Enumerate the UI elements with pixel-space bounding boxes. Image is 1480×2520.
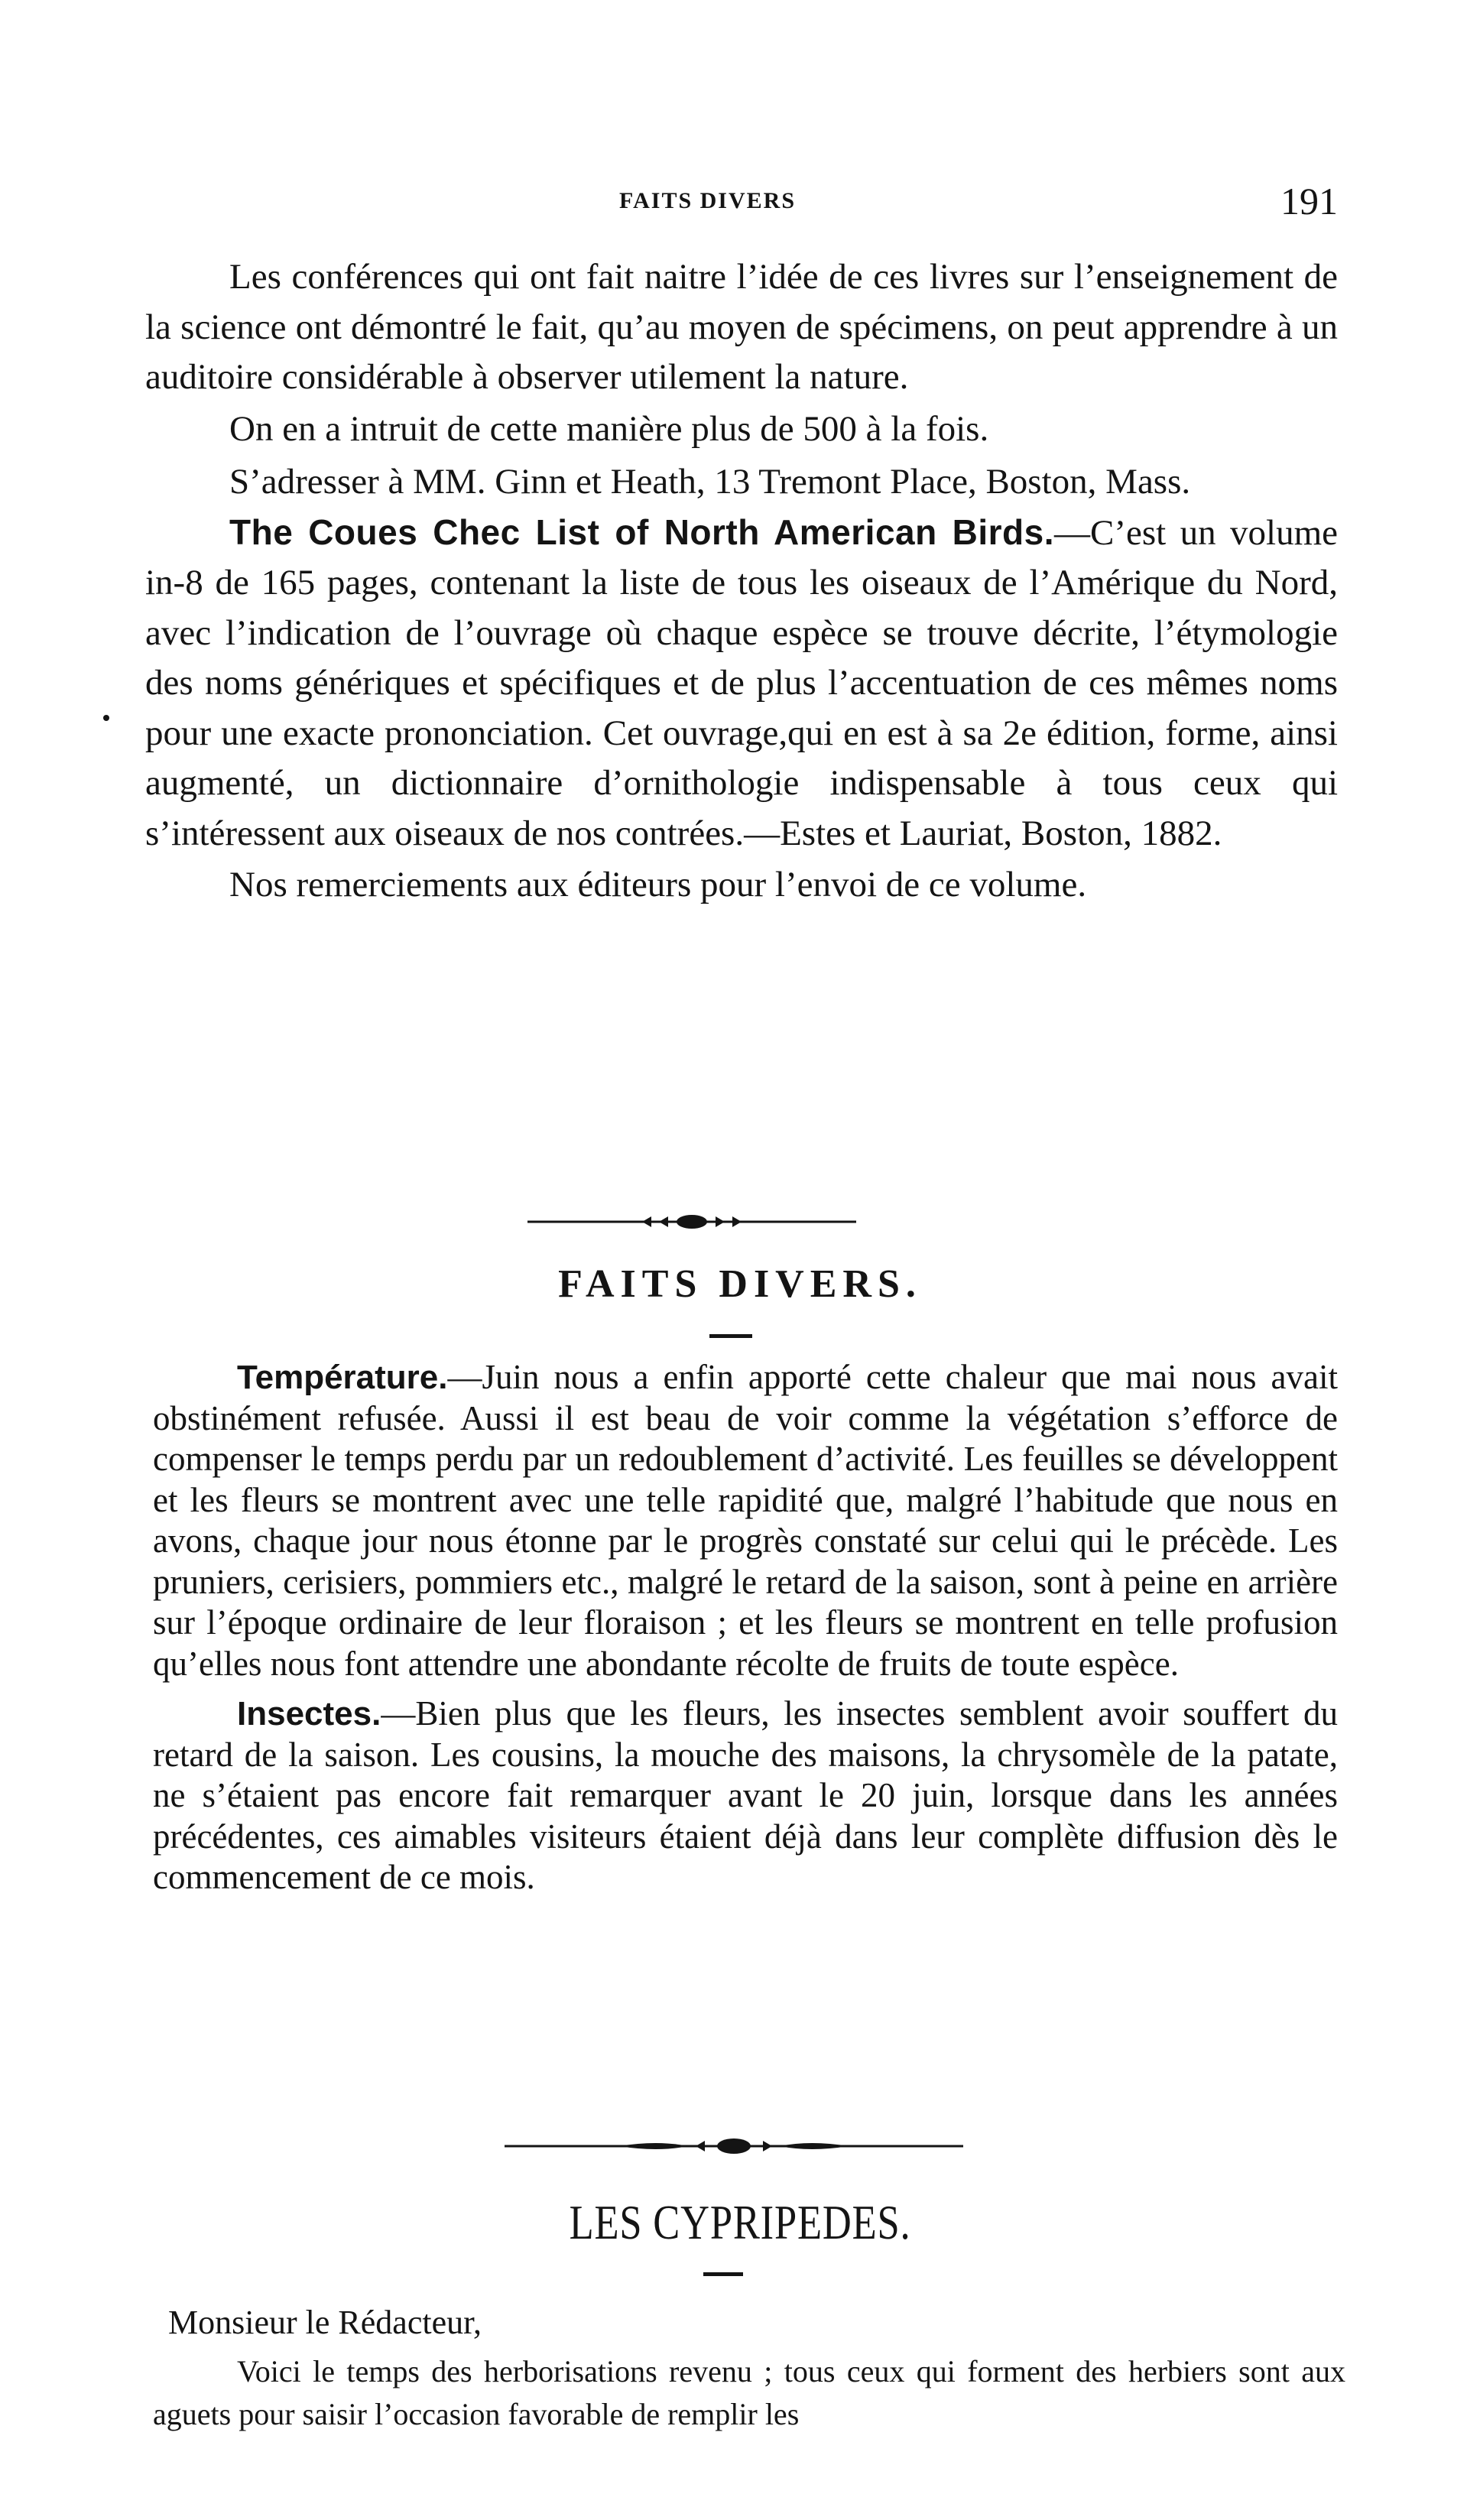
page-number: 191 bbox=[1280, 180, 1338, 222]
section-heading-cypripedes: LES CYPRIPEDES. bbox=[569, 2195, 911, 2249]
paragraph-temperature bbox=[153, 1357, 1338, 1684]
paragraph-conferences: Les conférences qui ont fait naitre l’idée de ces livres sur l’enseignement de la science ont démontré le fait, qu’au moyen de spécimens, on peut apprendre à un auditoire considérable à observer utilement la nature. bbox=[145, 257, 1338, 397]
coues-text: —C’est un volume in-8 de 165 pages, contenant la liste de tous les oiseaux de l’Amérique du Nord, avec l’indication de l’ouvrage où chaque espèce se trouve décrite, l’étymologie des noms génériques et spécifiques et de plus l’accentuation de ces mêmes noms pour une exacte prononciation. Cet ouvrage,qui en est à sa 2e édition, forme, ainsi augmenté, un dictionnaire d’ornithologie indispensable à tous ceux qui s’intéressent aux oiseaux de nos contrées.—Estes et Lauriat, Boston, 1882. bbox=[145, 512, 1339, 853]
insectes-title: Insectes. bbox=[237, 1695, 381, 1732]
letter-paragraph-1: Voici le temps des herborisations revenu ; tous ceux qui forment des herbiers sont aux aguets pour saisir l’occasion favorable de remplir les bbox=[153, 2354, 1345, 2431]
insectes-text: —Bien plus que les fleurs, les insectes semblent avoir souffert du retard de la saison. Les cousins, la mouche des maisons, la chrysomèle de la patate, ne s’étaient pas encore fait remarquer avant le 20 juin, lorsque dans les années précédentes, ces aimables visiteurs étaient déjà dans leur complète diffusion dès le commencement de ce mois. bbox=[153, 1694, 1338, 1896]
short-rule-1 bbox=[709, 1334, 752, 1338]
section-faits-divers bbox=[153, 1357, 1338, 1898]
letter-salutation: Monsieur le Rédacteur, bbox=[168, 2304, 482, 2341]
ink-speck bbox=[103, 715, 109, 721]
coues-title: The Coues Chec List of North American Birds. bbox=[229, 511, 1055, 552]
ornament-divider-2 bbox=[505, 2137, 963, 2155]
section-books bbox=[145, 252, 1338, 911]
paragraph-thanks: Nos remerciements aux éditeurs pour l’envoi de ce volume. bbox=[229, 865, 1087, 904]
section-letter bbox=[153, 2301, 1345, 2436]
paragraph-instruct: On en a intruit de cette manière plus de 500 à la fois. bbox=[229, 408, 989, 449]
paragraph-address: S’adresser à MM. Ginn et Heath, 13 Tremont Place, Boston, Mass. bbox=[229, 462, 1191, 502]
temperature-title: Température. bbox=[237, 1359, 448, 1396]
temperature-text: —Juin nous a enfin apporté cette chaleur que mai nous avait obstinément refusée. Aussi il est beau de voir comme la végétation s’efforce de compenser le temps perdu par un redoublement d’activité. Les feuilles se développent et les fleurs se montrent avec une telle rapidité que, malgré l’habitude que nous en avons, chaque jour nous étonne par le progrès constaté sur celui qui le précède. Les pruniers, cerisiers, pommiers etc., malgré le retard de la saison, sont à peine en arrière sur l’époque ordinaire de leur floraison ; et les fleurs se montrent en telle profusion qu’elles nous font attendre une abondante récolte de fruits de toute espèce. bbox=[153, 1358, 1338, 1683]
paragraph-insectes bbox=[153, 1694, 1338, 1898]
ornament-divider-1 bbox=[527, 1213, 856, 1231]
section-heading-faits-divers: FAITS DIVERS. bbox=[558, 1262, 922, 1306]
running-title: FAITS DIVERS bbox=[619, 188, 796, 213]
page-header bbox=[145, 180, 1342, 229]
short-rule-2 bbox=[703, 2272, 743, 2276]
paragraph-coues bbox=[145, 508, 1338, 859]
